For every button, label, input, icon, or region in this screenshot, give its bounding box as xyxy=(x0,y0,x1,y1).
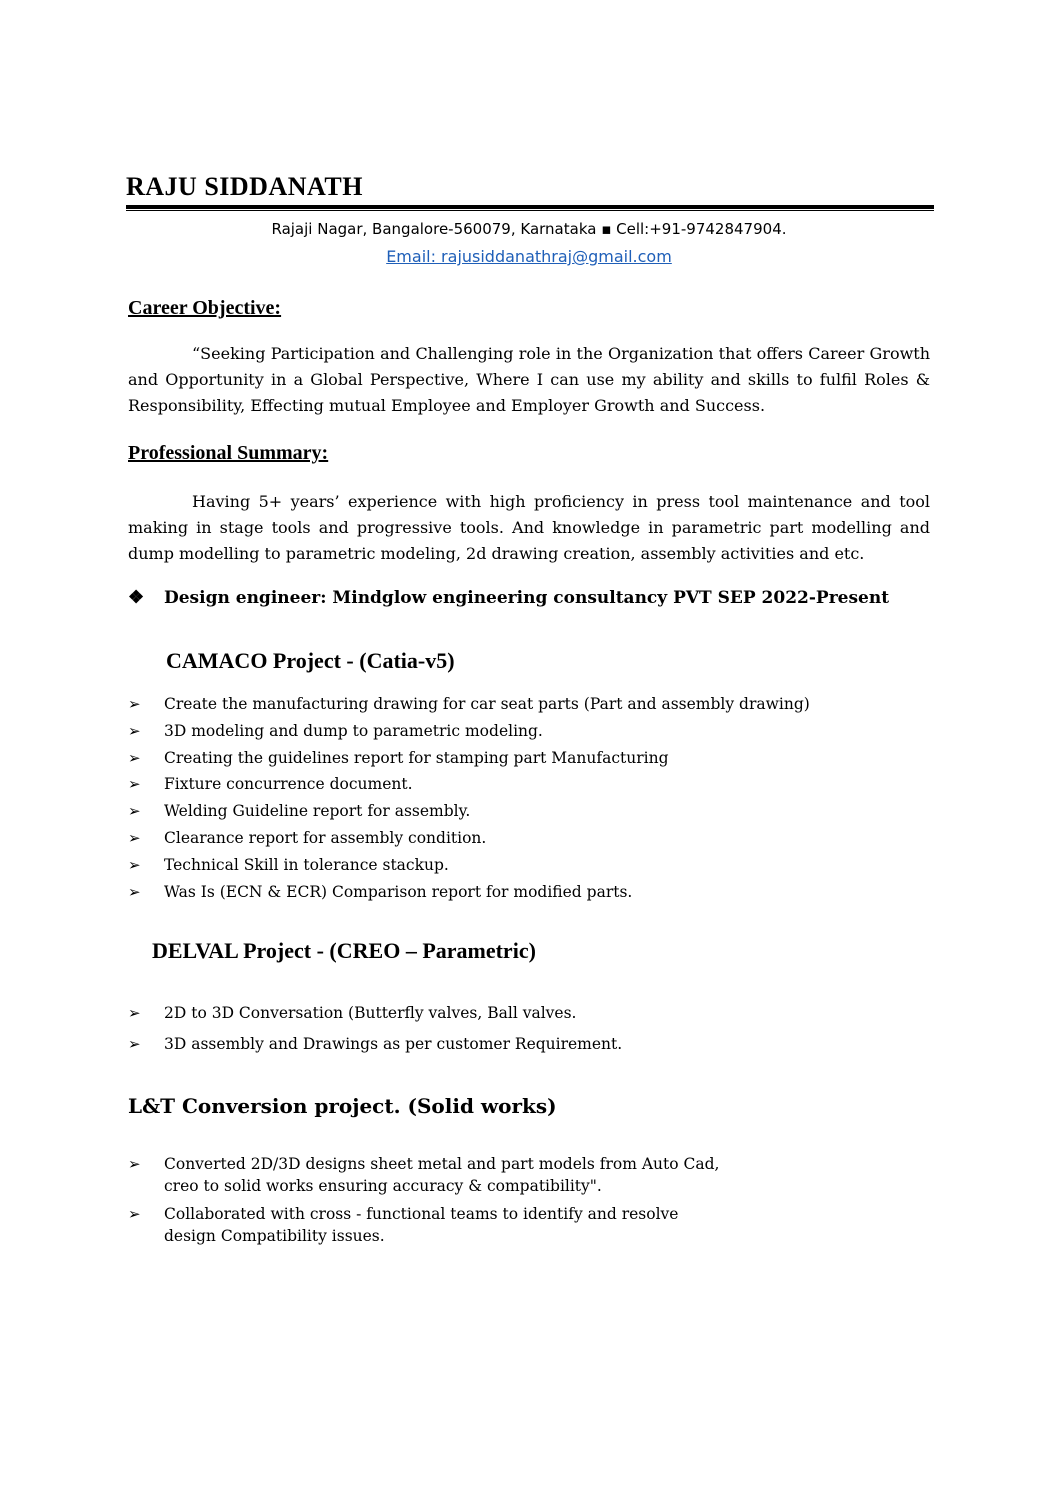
career-objective-heading: Career Objective: xyxy=(128,297,282,319)
list-item: ➢ 3D modeling and dump to parametric modeling. xyxy=(128,718,810,745)
arrow-bullet-icon: ➢ xyxy=(128,1205,141,1223)
contact-line: Rajaji Nagar, Bangalore-560079, Karnataka ▪ Cell:+91-9742847904. xyxy=(271,220,787,238)
career-objective-text: “Seeking Participation and Challenging role in the Organization that offers Career Growth and Opportunity in a Global Perspective, Where I can use my ability and skills to fulfil Roles & Responsibility, Effecting mutual Employee and Employer Growth and Success. xyxy=(128,344,930,415)
list-item: ➢ Was Is (ECN & ECR) Comparison report for modified parts. xyxy=(128,879,810,906)
lt-task-list xyxy=(128,1153,724,1253)
arrow-bullet-icon: ➢ xyxy=(128,1155,141,1173)
arrow-bullet-icon: ➢ xyxy=(128,721,141,740)
arrow-bullet-icon: ➢ xyxy=(128,775,141,794)
project-title-delval: DELVAL Project - (CREO – Parametric) xyxy=(152,938,536,963)
arrow-bullet-icon: ➢ xyxy=(128,1034,141,1053)
arrow-bullet-icon: ➢ xyxy=(128,695,141,713)
list-item: ➢ 3D assembly and Drawings as per customer Requirement. xyxy=(128,1031,622,1058)
list-item: ➢ Clearance report for assembly condition. xyxy=(128,825,810,852)
experience-role xyxy=(128,587,889,608)
list-item: ➢ Welding Guideline report for assembly. xyxy=(128,798,810,825)
arrow-bullet-icon: ➢ xyxy=(128,748,141,767)
list-item: ➢ Converted 2D/3D designs sheet metal and part models from Auto Cad, creo to solid works ensuring accuracy & compatibility". xyxy=(128,1155,720,1195)
arrow-bullet-icon: ➢ xyxy=(128,855,141,874)
delval-task-list xyxy=(128,1000,622,1058)
project-title-camaco: CAMACO Project - (Catia-v5) xyxy=(166,648,455,673)
email-link[interactable]: Email: rajusiddanathraj@gmail.com xyxy=(386,247,672,266)
arrow-bullet-icon: ➢ xyxy=(128,828,141,847)
camaco-task-list xyxy=(128,691,810,905)
diamond-bullet-icon: ❖ xyxy=(128,587,145,608)
header-divider-thin xyxy=(126,210,934,211)
arrow-bullet-icon: ➢ xyxy=(128,802,141,821)
header-divider xyxy=(126,205,934,209)
list-item: ➢ Creating the guidelines report for stamping part Manufacturing xyxy=(128,745,810,772)
arrow-bullet-icon: ➢ xyxy=(128,1004,141,1022)
arrow-bullet-icon: ➢ xyxy=(128,882,141,901)
professional-summary-heading: Professional Summary: xyxy=(128,442,329,464)
list-item: ➢ Fixture concurrence document. xyxy=(128,771,810,798)
candidate-name: RAJU SIDDANATH xyxy=(126,172,363,201)
project-title-lt: L&T Conversion project. (Solid works) xyxy=(128,1094,557,1118)
professional-summary-text: Having 5+ years’ experience with high proficiency in press tool maintenance and tool making in stage tools and progressive tools. And knowledge in parametric part modelling and dump modelling to parametric modeling, 2d drawing creation, assembly activities and etc. xyxy=(128,492,930,563)
list-item: ➢ Create the manufacturing drawing for car seat parts (Part and assembly drawing) xyxy=(128,691,810,718)
list-item: ➢ Technical Skill in tolerance stackup. xyxy=(128,852,810,879)
list-item: ➢ 2D to 3D Conversation (Butterfly valves, Ball valves. xyxy=(128,1000,622,1027)
role-title: Design engineer: Mindglow engineering consultancy PVT SEP 2022-Present xyxy=(164,588,890,608)
list-item: ➢ Collaborated with cross - functional teams to identify and resolve design Compatibility issues. xyxy=(128,1205,679,1245)
